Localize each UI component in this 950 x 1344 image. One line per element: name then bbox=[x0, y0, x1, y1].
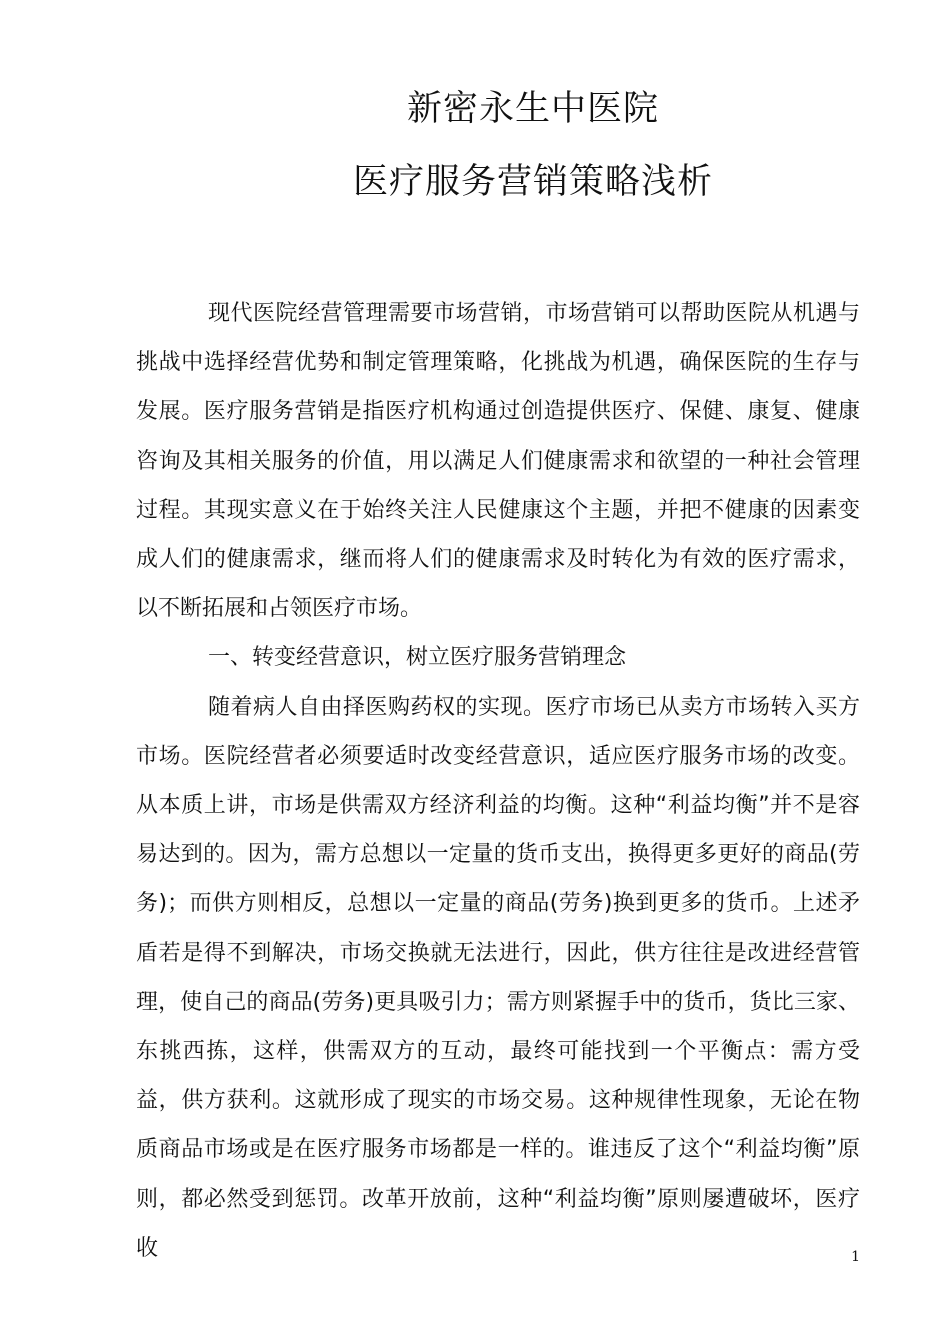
document-body bbox=[136, 289, 860, 1273]
document-title-line2: 医疗服务营销策略浅析 bbox=[352, 162, 713, 202]
paragraph-market-analysis: 随着病人自由择医购药权的实现。医疗市场已从卖方市场转入买方市场。医院经营者必须要适时改变经营意识，适应医疗服务市场的改变。从本质上讲，市场是供需双方经济利益的均衡。这种“利益均衡”并不是容易达到的。因为，需方总想以一定量的货币支出，换得更多更好的商品(劳务)；而供方则相反，总想以一定量的商品(劳务)换到更多的货币。上述矛盾若是得不到解决，市场交换就无法进行，因此，供方往往是改进经营管理，使自己的商品(劳务)更具吸引力；需方则紧握手中的货币，货比三家、东挑西拣，这样，供需双方的互动，最终可能找到一个平衡点：需方受益，供方获利。这就形成了现实的市场交易。这种规律性现象，无论在物质商品市场或是在医疗服务市场都是一样的。谁违反了这个“利益均衡”原则，都必然受到惩罚。改革开放前，这种“利益均衡”原则屡遭破坏，医疗收 bbox=[136, 694, 860, 1261]
document-title-line1: 新密永生中医院 bbox=[406, 89, 659, 129]
section-heading-1: 一、转变经营意识，树立医疗服务营销理念 bbox=[208, 645, 627, 671]
paragraph-intro: 现代医院经营管理需要市场营销，市场营销可以帮助医院从机遇与挑战中选择经营优势和制定管理策略，化挑战为机遇，确保医院的生存与发展。医疗服务营销是指医疗机构通过创造提供医疗、保健、康复、健康咨询及其相关服务的价值，用以满足人们健康需求和欲望的一种社会管理过程。其现实意义在于始终关注人民健康这个主题，并把不健康的因素变成人们的健康需求，继而将人们的健康需求及时转化为有效的医疗需求，以不断拓展和占领医疗市场。 bbox=[136, 301, 860, 622]
page-number: 1 bbox=[851, 1249, 860, 1265]
